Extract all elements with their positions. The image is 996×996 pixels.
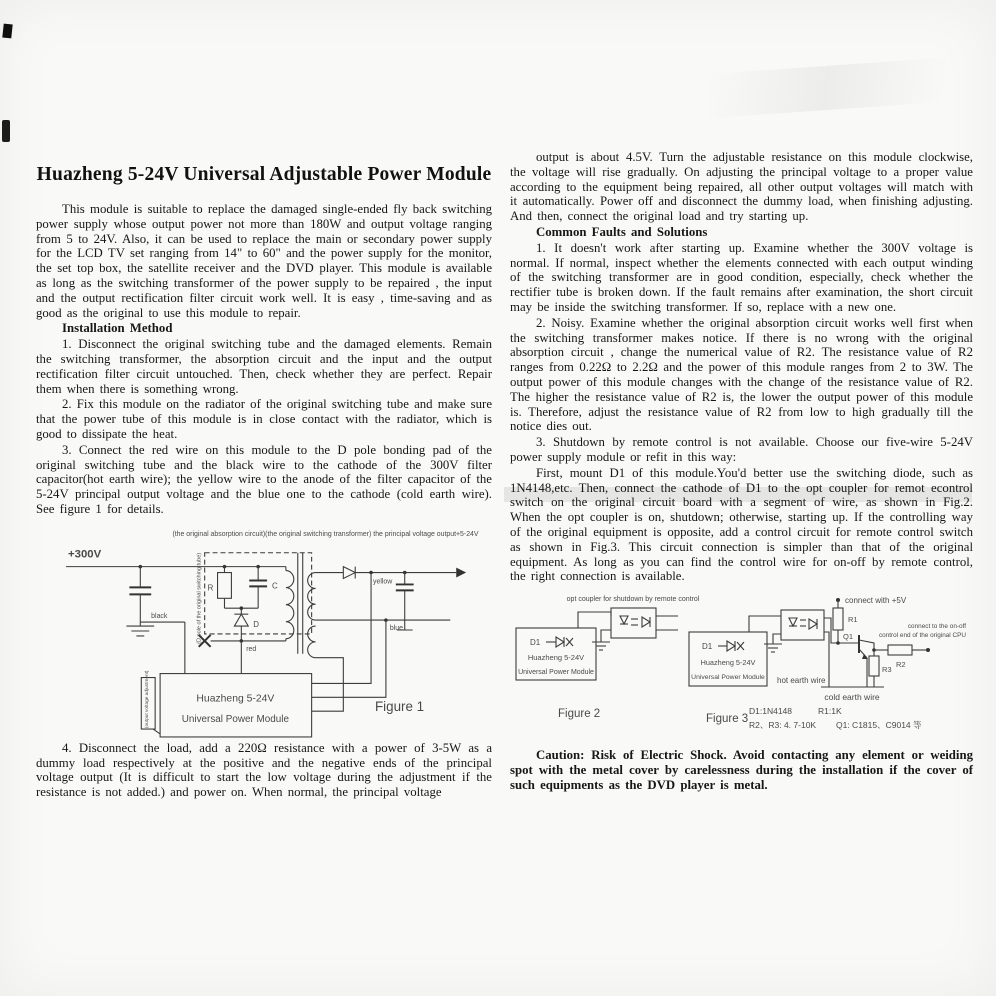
parts-q1: Q1: C1815、C9014 等 — [836, 720, 922, 731]
output-arrow — [456, 567, 466, 577]
resistor-r2 — [874, 645, 930, 655]
r1-label: R1 — [848, 615, 858, 625]
hot-earth-wire-label: hot earth wire — [777, 676, 826, 686]
yellow-wire — [312, 572, 371, 683]
cold-earth-wire-label: cold earth wire — [824, 692, 880, 703]
fig2-d1-diode — [546, 637, 573, 647]
fig3-d1-diode — [718, 641, 744, 651]
fig2-ground-symbol — [592, 642, 610, 650]
cpu-note-line1: connect to the on-off — [907, 623, 966, 631]
fig2-module-line2: Universal Power Module — [518, 669, 594, 677]
common-faults-heading: Common Faults and Solutions — [536, 224, 708, 239]
opto-coupler-note: opt coupler for shutdown by remote control — [566, 596, 700, 604]
fig3-opto-internals — [789, 618, 817, 629]
install-step-1: 1. Disconnect the original switching tube and the damaged elements. Remain the switching transformer, the absorption circuit and the input and the output rectification filter circuit untouched. Then, check whether they are perfect. Repair them when there is something wrong. — [36, 337, 492, 396]
scan-artifact-mark — [2, 24, 12, 39]
figure1-top-note: (the original absorption circuit)(the original switching transformer) the principal voltage output+5-24V — [172, 530, 479, 538]
fig3-module-line1: Huazheng 5-24V — [700, 658, 756, 668]
r-label: R — [207, 583, 214, 593]
parts-r1: R1:1K — [818, 706, 842, 717]
module-name-line2: Universal Power Module — [181, 713, 289, 725]
q1-label: Q1 — [843, 632, 854, 642]
left-column — [36, 160, 492, 801]
resistor-r3 — [869, 650, 879, 687]
output-filter-capacitor — [396, 572, 414, 629]
caution-paragraph: Caution: Risk of Electric Shock. Avoid contacting any element or weiding spot with the metal cover by carelessness during the installation if the cover of such equipments as the DVD player is metal. — [510, 748, 973, 792]
blue-wire-label: blue — [389, 624, 403, 632]
figure1-caption: Figure 1 — [375, 698, 425, 714]
install-step-2: 2. Fix this module on the radiator of the original switching tube and make sure that the power tube of this module is in close contact with the radiator, which is good to dissipate the heat. — [36, 397, 492, 441]
figure1-schematic — [56, 527, 492, 733]
figure2-caption: Figure 2 — [558, 708, 601, 721]
parts-r2-r3: R2、R3: 4. 7-10K — [749, 720, 817, 731]
red-wire-label: red — [246, 645, 257, 653]
ground-symbol — [126, 622, 154, 636]
plus5-note: connect with +5V — [845, 596, 907, 606]
resistor-r1 — [833, 600, 843, 643]
fig2-module-line1: Huazheng 5-24V — [527, 653, 585, 663]
figure1-svg — [56, 527, 492, 733]
fig2-d1-label: D1 — [530, 638, 541, 648]
resistor-r — [218, 566, 232, 608]
install-step-3: 3. Connect the red wire on this module to the D pole bonding pad of the original switching tube and the black wire to the cathode of the 300V filter capacitor(hot earth wire); the yellow wire to the anode of the filter capacitor of the 5-24V principal output voltage and the blue one to the cathode (cold earth wire). See figure 1 for details. — [36, 442, 492, 516]
power-module-box — [160, 673, 312, 736]
adjust-note: (output voltage adjustment) — [145, 670, 151, 728]
figures-2-3-svg — [506, 590, 976, 738]
fig3-d1-label: D1 — [702, 642, 713, 652]
right-column — [510, 150, 973, 794]
transistor-q1 — [859, 635, 874, 687]
yellow-wire-label: yellow — [373, 578, 393, 586]
installation-method-heading: Installation Method — [62, 321, 173, 336]
page-title: Huazheng 5-24V Universal Adjustable Power Module — [36, 164, 492, 185]
refit-paragraph: First, mount D1 of this module.You'd better use the switching diode, such as 1N4148,etc. Then, connect the cathode of D1 to the opt coupler for remot econtrol switch on the original circuit board with a segment of wire, as shown in Fig.2. When the opt coupler is on, shutdown; otherwise, starting up. If the controlling way of the original equipment is opposite, add a control circuit for remote control switch as shown in Fig.3. This circuit connection is simpler than that of the original equipment. As long as you can find the control wire for on-off by remote control, the right connection is available. — [510, 465, 973, 584]
input-filter-capacitor — [129, 566, 151, 621]
parts-d1: D1:1N4148 — [749, 706, 793, 717]
capacitor-c — [249, 566, 267, 608]
fault-item-2: 2. Noisy. Examine whether the original absorption circuit works well first when the switching transformer makes notice. If there is no wrong with the original absorption circuit , change the numerical value of R2. The resistance value of R2 ranges from 0.22Ω to 2.2Ω and the power of this module ranges from 2 to 3W. The output power of this module changes with the change of the resistance value of R2. The higher the resistance value of R2 is, the lower the output power of this module is. Therefore, adjust the resistance value of R2 from low to high gradually till the notice dies out. — [510, 315, 973, 434]
c-label: C — [272, 581, 278, 591]
module-name-line1: Huazheng 5-24V — [196, 693, 275, 705]
plus-300v-label: +300V — [68, 548, 102, 561]
r2-label: R2 — [896, 660, 906, 670]
figure3-caption: Figure 3 — [706, 713, 749, 726]
r3-label: R3 — [882, 665, 892, 675]
intro-paragraph: This module is suitable to replace the damaged single-ended fly back switching power supply whose output power not more than 180W and output voltage ranging from 5 to 24V. Also, it can be used to replace the main or secondary power supply for the LCD TV set ranging from 14" to 60" and the power supply for the monitor, the set top box, the satellite receiver and the DVD player. This module is available as long as the switching transformer of the power supply to be repaired , the input and the output rectification filter circuit work well. It is easy , time-saving and as good as the original to use this module to repair. — [36, 202, 492, 320]
output-rectifier-diode — [343, 566, 355, 578]
fault-item-3: 3. Shutdown by remote control is not available. Choose our five-wire 5-24V power supply module or refit in this way: — [510, 435, 973, 464]
scan-artifact-mark — [2, 120, 10, 142]
diode-d — [234, 608, 248, 641]
install-step-4: 4. Disconnect the load, add a 220Ω resistance with a power of 3-5W as a dummy load respectively at the positive and the negative ends of the principal voltage output (It is difficult to start the low voltage during the adjustment if the resistance is not added.) and power on. When normal, the principal voltage — [36, 740, 492, 800]
secondary-wire — [312, 657, 344, 710]
blue-wire — [312, 620, 386, 697]
fault-item-1: 1. It doesn't work after starting up. Examine whether the 300V voltage is normal. If normal, inspect whether the elements connected with each output winding of the switching transformer are in good condition, especially, check whether the rectifier tube is broken down. If the fault remains after examination, the short circuit may be inside the switching transformer. If so, replace with a new one. — [510, 240, 973, 314]
scan-artifact-streak — [675, 56, 977, 121]
fig3-module-line2: Universal Power Module — [691, 674, 765, 682]
output-adjust-paragraph: output is about 4.5V. Turn the adjustable resistance on this module clockwise, the voltage will rise gradually. On adjusting the principal voltage to a proper value according to the equipment being repaired, all other output voltages will match with it automatically. Power off and disconnect the dummy load, when finishing adjusting. And then, connect the original load and try starting up. — [510, 150, 973, 224]
fig2-opto-internals — [620, 616, 650, 627]
figures-2-3 — [506, 590, 976, 738]
black-wire-label: black — [151, 612, 168, 620]
cpu-note-line2: control end of the original CPU — [878, 632, 966, 640]
d-label: D — [253, 619, 259, 629]
d-pole-note: (D pole of the original switching tube) — [196, 552, 203, 644]
